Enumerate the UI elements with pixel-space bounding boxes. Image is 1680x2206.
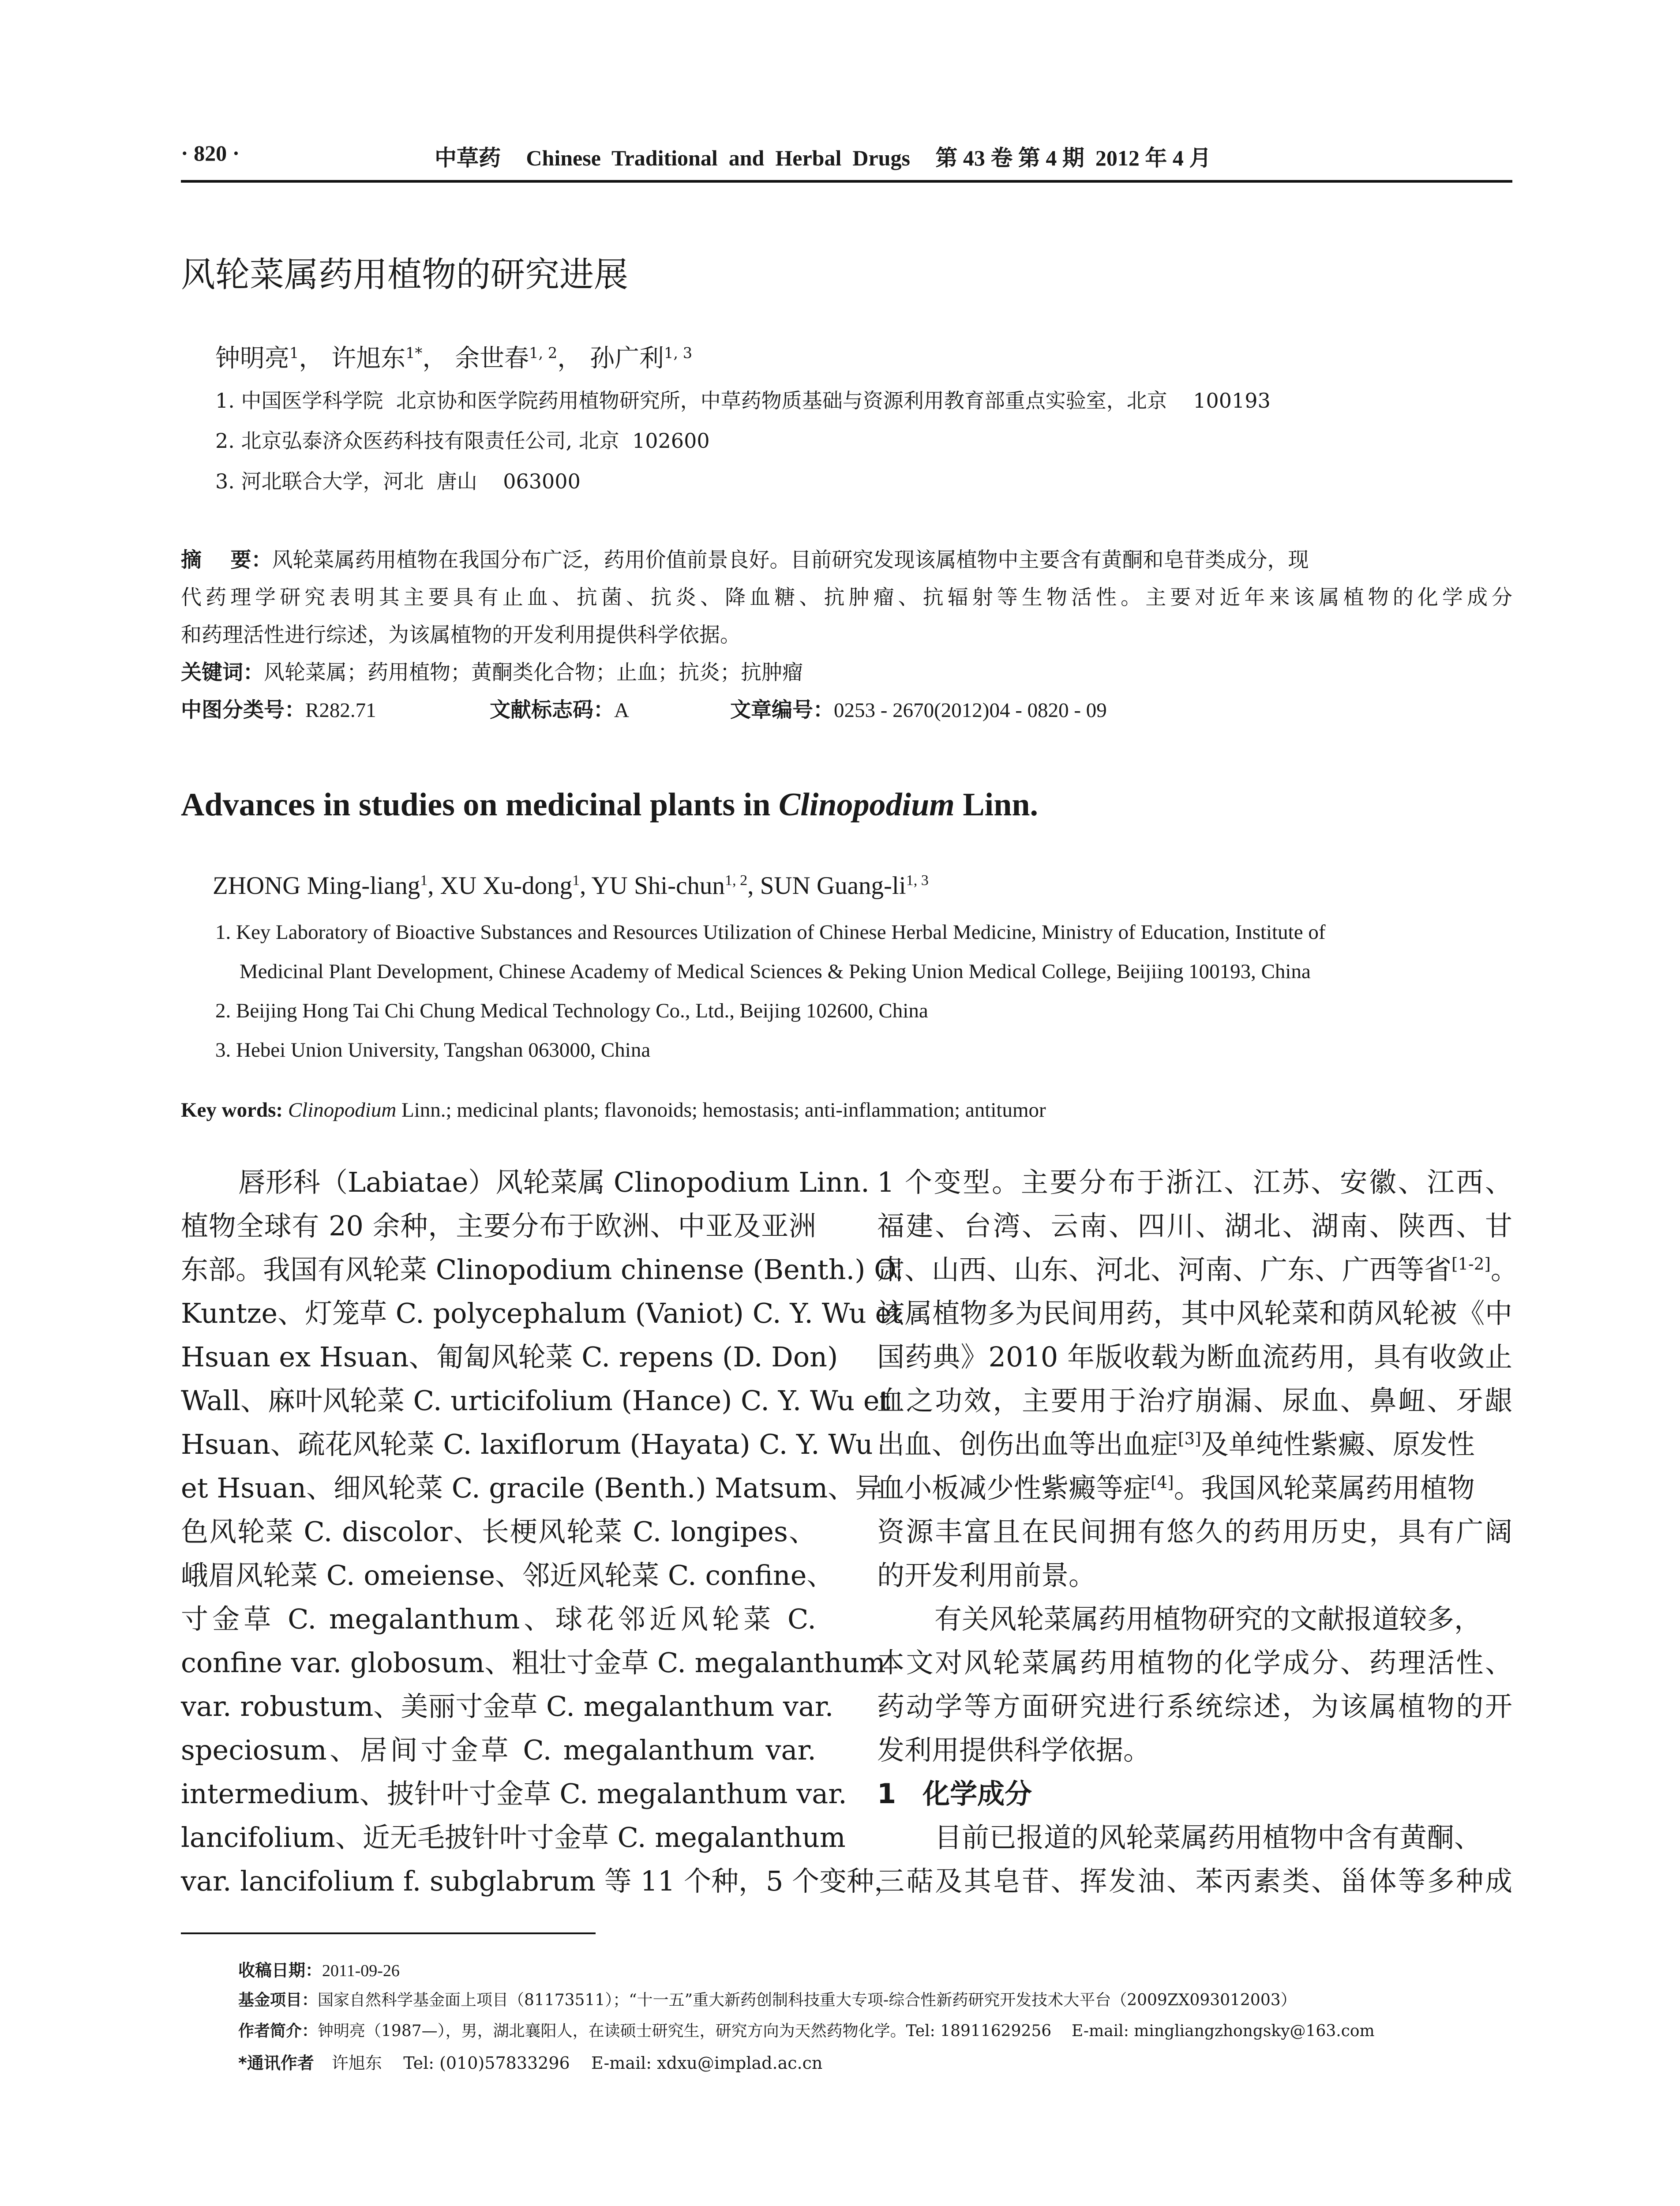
classification-info: 中图分类号：R282.71 <box>181 698 376 722</box>
affiliation-cn-1: 1. 中国医学科学院 北京协和医学院药用植物研究所，中草药物质基础与资源利用教育部重点实验室，北京 100193 <box>215 389 1271 413</box>
keywords-cn <box>181 656 803 686</box>
journal-name-cn: 中草药 <box>435 145 501 171</box>
section-number: 1 <box>877 1778 896 1810</box>
affiliation-en-1: 1. Key Laboratory of Bioactive Substances and Resources Utilization of Chinese Herbal Medicine, Ministry of Education, Institute of <box>215 921 1326 944</box>
body-left-line: Kuntze、灯笼草 C. polycephalum (Vaniot) C. Y. Wu et <box>181 1297 903 1329</box>
body-right-line: 发利用提供科学依据。 <box>877 1734 1151 1766</box>
body-left-line: 植物全球有 20 余种，主要分布于欧洲、中亚及亚洲 <box>181 1210 816 1242</box>
keywords-en: Key words: Clinopodium Linn.; medicinal plants; flavonoids; hemostasis; anti-inflammation; antitumor <box>181 1099 1046 1122</box>
body-right-line: 三萜及其皂苷、挥发油、苯丙素类、甾体等多种成 <box>877 1865 1512 1897</box>
abstract-cn-line-3: 和药理活性进行综述，为该属植物的开发利用提供科学依据。 <box>181 623 741 647</box>
article-number-info: 文章编号：0253 - 2670(2012)04 - 0820 - 09 <box>730 698 1107 722</box>
body-right-line: 目前已报道的风轮菜属药用植物中含有黄酮、 <box>934 1821 1482 1853</box>
affiliation-en-3: 3. Hebei Union University, Tangshan 063000, China <box>215 1039 651 1062</box>
body-right-line: 本文对风轮菜属药用植物的化学成分、药理活性、 <box>877 1647 1512 1679</box>
citation-ref[interactable]: [3] <box>1178 1429 1201 1448</box>
title-cn: 风轮菜属药用植物的研究进展 <box>181 255 629 295</box>
affiliation-cn-3: 3. 河北联合大学，河北 唐山 063000 <box>215 469 581 493</box>
author-en-4: SUN Guang-li$^{1, 3}$ <box>760 872 929 900</box>
body-right-line: 有关风轮菜属药用植物研究的文献报道较多， <box>934 1603 1482 1635</box>
body-right-line: 出血、创伤出血等出血症[3]及单纯性紫癜、原发性 <box>877 1428 1475 1460</box>
section-title: 化学成分 <box>922 1778 1032 1810</box>
author-cn-4: 孙广利$^{1, 3}$ <box>590 344 693 373</box>
body-right-line: 药动学等方面研究进行系统综述，为该属植物的开 <box>877 1690 1512 1722</box>
body-left-line: 唇形科（Labiatae）风轮菜属 Clinopodium Linn. <box>238 1166 870 1198</box>
body-left-line: Hsuan ex Hsuan、匍匐风轮菜 C. repens (D. Don) <box>181 1341 838 1373</box>
issue-info: 第 43 卷 第 4 期 2012 年 4 月 <box>935 146 1211 170</box>
abstract-cn-line-1: 摘 要：风轮菜属药用植物在我国分布广泛，药用价值前景良好。目前研究发现该属植物中主要含有黄酮和皂苷类成分，现 <box>181 548 1309 572</box>
body-left-line: Wall、麻叶风轮菜 C. urticifolium (Hance) C. Y. Wu et <box>181 1384 891 1417</box>
author-cn-1: 钟明亮$^1$， <box>215 344 324 373</box>
article-number: 0253 - 2670(2012)04 - 0820 - 09 <box>834 699 1107 722</box>
body-left-line: lancifolium、近无毛披针叶寸金草 C. megalanthum <box>181 1821 846 1853</box>
citation-ref[interactable]: [1-2] <box>1451 1254 1491 1274</box>
affiliation-en-1-cont: Medicinal Plant Development, Chinese Academy of Medical Sciences & Peking Union Medical College, Beijiing 100193, China <box>240 960 1311 983</box>
footnote-rule <box>181 1932 596 1934</box>
doc-code-info: 文献标志码：A <box>490 698 629 722</box>
body-left-line: 峨眉风轮菜 C. omeiense、邻近风轮菜 C. confine、 <box>181 1559 834 1591</box>
body-left-line: intermedium、披针叶寸金草 C. megalanthum var. <box>181 1778 847 1810</box>
running-header <box>435 140 1211 172</box>
body-left-line: 东部。我国有风轮菜 Clinopodium chinense (Benth.) O. <box>181 1253 904 1286</box>
body-left-line: speciosum、居间寸金草 C. megalanthum var. <box>181 1734 816 1766</box>
body-left-line: confine var. globosum、粗壮寸金草 C. megalanthum <box>181 1647 886 1679</box>
authors-en <box>213 871 929 900</box>
authors-cn <box>215 339 692 374</box>
keywords-en-label: Key words: <box>181 1099 283 1122</box>
body-left-line: et Hsuan、细风轮菜 C. gracile (Benth.) Matsum、异 <box>181 1472 883 1504</box>
body-left-line: var. robustum、美丽寸金草 C. megalanthum var. <box>181 1690 834 1722</box>
body-right-line: 国药典》2010 年版收载为断血流药用，具有收敛止 <box>877 1341 1512 1373</box>
affiliation-cn-2: 2. 北京弘泰济众医药科技有限责任公司, 北京 102600 <box>215 429 710 453</box>
section-heading <box>877 1772 1512 1816</box>
title-en: Advances in studies on medicinal plants in Clinopodium Linn. <box>181 787 1039 823</box>
body-left-line: 寸金草 C. megalanthum、球花邻近风轮菜 C. <box>181 1603 816 1635</box>
affiliation-en-2: 2. Beijing Hong Tai Chi Chung Medical Technology Co., Ltd., Beijing 102600, China <box>215 999 928 1022</box>
body-left-line: var. lancifolium f. subglabrum 等 11 个种，5 个变种， <box>181 1865 902 1897</box>
page-number: · 820 · <box>181 141 240 165</box>
body-right-line: 1 个变型。主要分布于浙江、江苏、安徽、江西、 <box>877 1166 1512 1198</box>
journal-name-en: Chinese Traditional and Herbal Drugs <box>526 146 910 170</box>
doc-code: A <box>614 699 629 722</box>
author-en-2: XU Xu-dong$^1$, <box>440 872 592 900</box>
header-rule <box>181 180 1512 183</box>
body-right-line: 肃、山西、山东、河北、河南、广东、广西等省[1-2]。 <box>877 1253 1518 1286</box>
author-en-3: YU Shi-chun$^{1, 2}$, <box>591 872 760 900</box>
author-cn-3: 余世春$^{1, 2}$， <box>455 344 582 373</box>
body-right-line: 血之功效，主要用于治疗崩漏、尿血、鼻衄、牙龈 <box>877 1384 1512 1417</box>
clc-number: R282.71 <box>305 699 376 722</box>
body-right-line: 该属植物多为民间用药，其中风轮菜和荫风轮被《中 <box>877 1297 1512 1329</box>
abstract-label: 摘 要： <box>181 548 272 572</box>
footnote-received: 收稿日期：2011-09-26 <box>238 1961 400 1980</box>
body-right-line: 福建、台湾、云南、四川、湖北、湖南、陕西、甘 <box>877 1210 1512 1242</box>
footnote-author: 作者简介：钟明亮（1987—），男，湖北襄阳人，在读硕士研究生，研究方向为天然药物化学。Tel: 18911629256 E-mail: mingliangzhongsky@163.com <box>238 2022 1375 2040</box>
body-left-line: Hsuan、疏花风轮菜 C. laxiflorum (Hayata) C. Y. Wu <box>181 1428 873 1460</box>
keywords-cn-value: 风轮菜属；药用植物；黄酮类化合物；止血；抗炎；抗肿瘤 <box>264 660 803 685</box>
abstract-cn-line-2: 代药理学研究表明其主要具有止血、抗菌、抗炎、降血糖、抗肿瘤、抗辐射等生物活性。主要对近年来该属植物的化学成分 <box>181 585 1512 610</box>
body-right-line: 资源丰富且在民间拥有悠久的药用历史，具有广阔 <box>877 1516 1512 1548</box>
body-right-line: 血小板减少性紫癜等症[4]。我国风轮菜属药用植物 <box>877 1472 1475 1504</box>
footnote-corresponding: *通讯作者 许旭东 Tel: (010)57833296 E-mail: xdxu@implad.ac.cn <box>238 2053 823 2073</box>
author-cn-2: 许旭东$^{1*}$， <box>331 344 447 373</box>
footnote-fund: 基金项目：国家自然科学基金面上项目（81173511）；“十一五”重大新药创制科技重大专项-综合性新药研究开发技术大平台（2009ZX093012003） <box>238 1991 1297 2009</box>
citation-ref[interactable]: [4] <box>1151 1472 1174 1492</box>
keywords-cn-label: 关键词： <box>181 660 264 685</box>
body-left-line: 色风轮菜 C. discolor、长梗风轮菜 C. longipes、 <box>181 1516 816 1548</box>
body-right-line: 的开发利用前景。 <box>877 1559 1096 1591</box>
author-en-1: ZHONG Ming-liang$^1$, <box>213 872 440 900</box>
